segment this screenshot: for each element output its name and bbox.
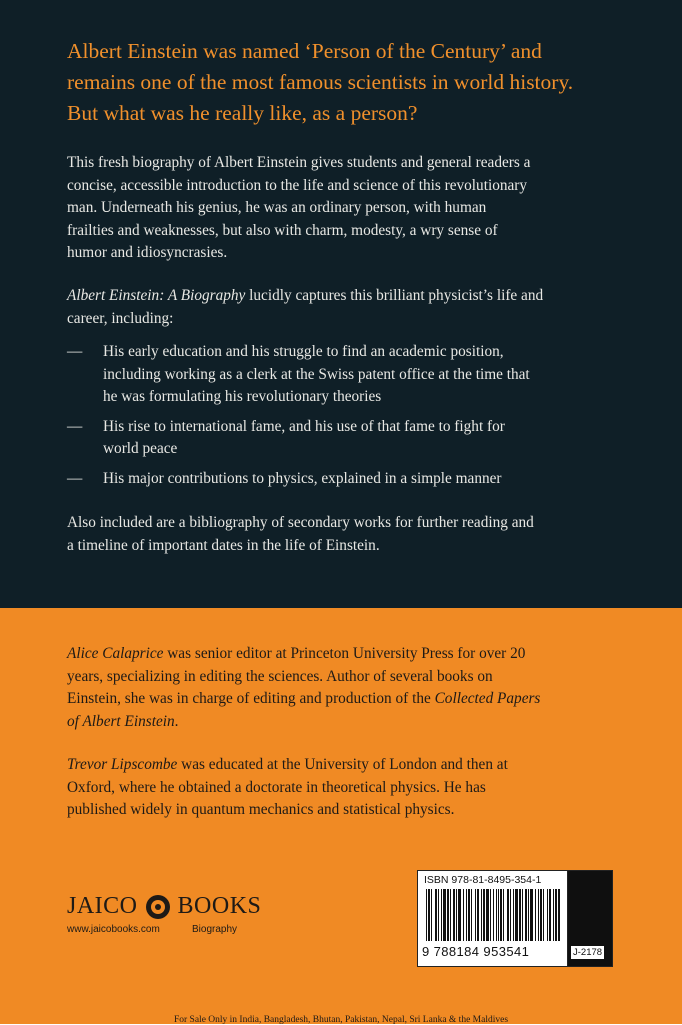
paragraph-text: lucidly captures this brilliant physicist’s life and <box>245 287 544 304</box>
bio-line <box>67 754 627 777</box>
paragraph-line: This fresh biography of Albert Einstein gives students and general readers a <box>67 154 531 171</box>
paragraph-line: concise, accessible introduction to the life and science of this revolutionary <box>67 176 528 194</box>
bio-text: Einstein, she was in charge of editing and production of the <box>67 690 435 708</box>
lead-line: remains one of the most famous scientists in world history. <box>67 70 574 94</box>
publisher-emblem-icon <box>146 895 170 919</box>
paragraph-line <box>67 285 627 308</box>
publisher-name-right: BOOKS <box>177 893 262 919</box>
lead-blurb <box>67 36 627 129</box>
bio-line: published widely in quantum mechanics and statistical physics. <box>67 801 455 819</box>
description-paragraph <box>67 152 627 265</box>
summary-paragraph <box>67 285 627 330</box>
highlights-list <box>67 341 627 498</box>
sales-territory-notice: For Sale Only in India, Bangladesh, Bhutan, Pakistan, Nepal, Sri Lanka & the Maldives <box>173 1015 509 1025</box>
bio-line: Oxford, where he obtained a doctorate in theoretical physics. He has <box>67 778 486 796</box>
isbn-barcode <box>417 870 569 967</box>
paragraph-line: man. Underneath his genius, he was an ordinary person, with human <box>67 199 487 217</box>
list-item-line: including working as a clerk at the Swiss patent office at the time that <box>103 365 530 383</box>
lead-line: Albert Einstein was named ‘Person of the Century’ and <box>67 39 542 63</box>
isbn-label: ISBN 978-81-8495-354-1 <box>424 874 542 886</box>
paragraph-line: career, including: <box>67 309 174 327</box>
bio-text: was senior editor at Princeton University Press for over 20 <box>163 645 526 662</box>
bio-line <box>67 711 627 734</box>
paragraph-line: a timeline of important dates in the life of Einstein. <box>67 536 380 554</box>
bio-line: years, specializing in editing the sciences. Author of several books on <box>67 667 493 685</box>
work-title: Collected Papers <box>434 690 541 708</box>
paragraph-line: frailties and weaknesses, but also with charm, modesty, a wry sense of <box>67 221 498 239</box>
author-name: Trevor Lipscombe <box>67 756 178 773</box>
barcode-bars <box>426 889 560 941</box>
bio-line <box>67 643 627 666</box>
dash-marker: — <box>67 417 83 435</box>
bio-line <box>67 688 627 711</box>
barcode-digits: 9 788184 953541 <box>422 944 530 959</box>
list-item-line: His rise to international fame, and his use of that fame to fight for <box>103 417 505 435</box>
closing-paragraph <box>67 512 627 557</box>
bio-text: was educated at the University of London and then at <box>177 756 508 773</box>
catalog-code: J-2178 <box>573 947 603 958</box>
bio-text: . <box>174 712 179 730</box>
list-item-line: he was formulating his revolutionary theories <box>103 388 382 406</box>
lead-line: But what was he really like, as a person? <box>67 101 418 125</box>
paragraph-line: humor and idiosyncrasies. <box>67 244 228 262</box>
book-title: Albert Einstein: A Biography <box>67 287 246 304</box>
work-title: of Albert Einstein <box>67 712 175 730</box>
paragraph-line: Also included are a bibliography of secondary works for further reading and <box>67 514 534 531</box>
genre-label: Biography <box>192 924 238 935</box>
publisher-name-left: JAICO <box>67 893 138 919</box>
list-item-line: His major contributions to physics, explained in a simple manner <box>103 469 502 487</box>
list-item <box>67 416 627 461</box>
list-item <box>67 468 627 491</box>
author-name: Alice Calaprice <box>67 645 164 662</box>
author-bio <box>67 643 627 733</box>
list-item <box>67 341 627 409</box>
author-bio <box>67 754 627 822</box>
publisher-logo <box>67 893 261 920</box>
dash-marker: — <box>67 469 83 487</box>
dash-marker: — <box>67 343 83 360</box>
list-item-line: world peace <box>103 440 178 458</box>
publisher-website: www.jaicobooks.com <box>67 924 160 935</box>
list-item-line: His early education and his struggle to find an academic position, <box>103 343 504 360</box>
